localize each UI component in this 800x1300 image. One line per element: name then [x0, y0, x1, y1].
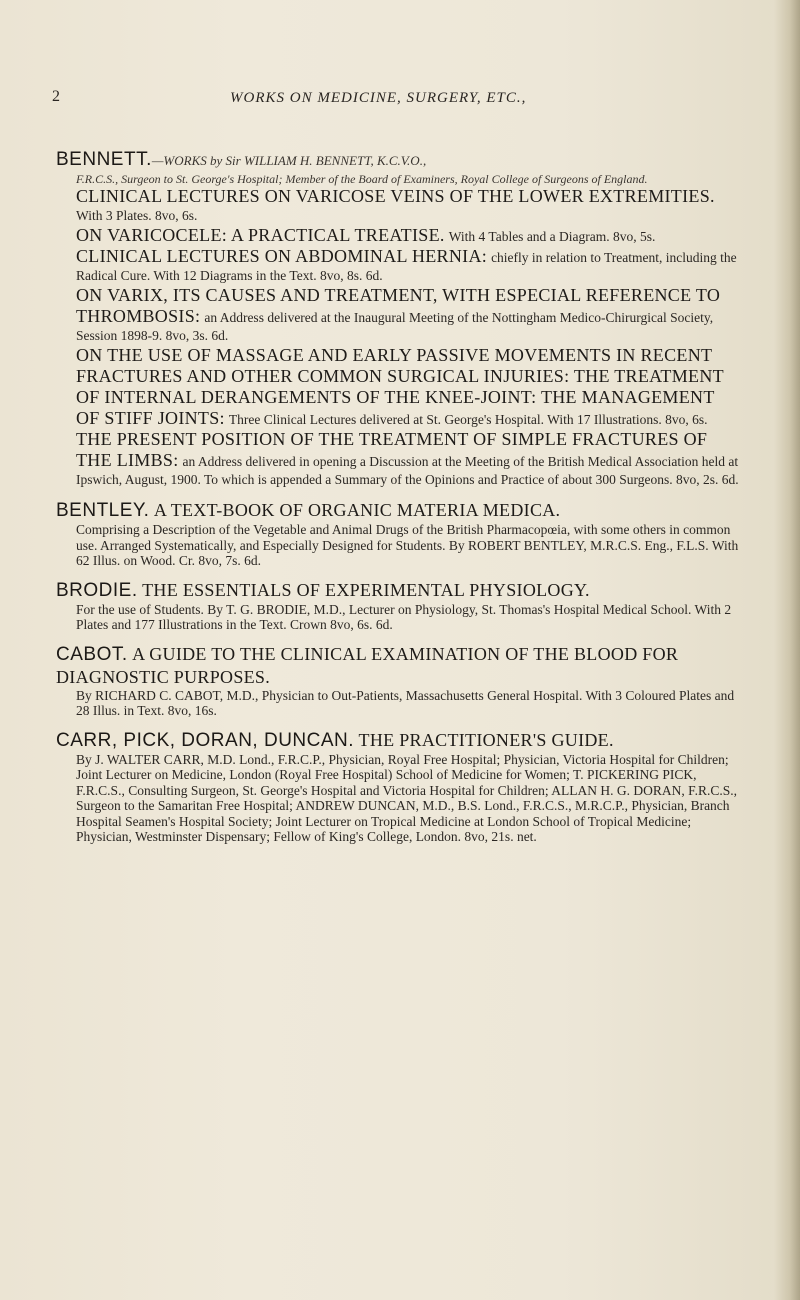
work-details: Three Clinical Lectures delivered at St. George's Hospital. With 17 Illustrations. 8vo, 6s.	[228, 412, 708, 427]
work-details: With 4 Tables and a Diagram. 8vo, 5s.	[448, 229, 656, 244]
work-title: A GUIDE TO THE CLINICAL EXAMINATION OF THE BLOOD FOR DIAGNOSTIC PURPOSES.	[56, 643, 679, 687]
work-item	[56, 186, 740, 225]
work-title: A TEXT-BOOK OF ORGANIC MATERIA MEDICA.	[153, 500, 561, 520]
brodie-heading	[56, 579, 740, 602]
bennett-heading	[56, 148, 740, 172]
running-title: WORKS ON MEDICINE, SURGERY, ETC.,	[230, 90, 527, 106]
entry-spacer	[56, 569, 740, 579]
work-item	[56, 345, 740, 429]
entry-spacer	[56, 489, 740, 499]
running-head	[0, 88, 800, 112]
carr-heading	[56, 729, 740, 752]
work-item	[56, 285, 740, 345]
entry-cabot	[56, 643, 740, 719]
work-description: Comprising a Description of the Vegetable and Animal Drugs of the British Pharmacopœia, with some others in common use. Arranged Systematically, and Especially Designed for Students. By ROBERT BENTLEY, M.R.C.S. Eng., F.L.S. With 62 Illus. on Wood. Cr. 8vo, 7s. 6d.	[76, 522, 739, 568]
work-item	[56, 429, 740, 489]
work-details: chiefly in relation to Treatment, including the Radical Cure. With 12 Diagrams in the Text. 8vo, 8s. 6d.	[76, 250, 737, 283]
work-description: For the use of Students. By T. G. BRODIE, M.D., Lecturer on Physiology, St. Thomas's Hospital Medical School. With 2 Plates and 177 Illustrations in the Text. Crown 8vo, 6s. 6d.	[76, 601, 732, 632]
work-details: With 3 Plates. 8vo, 6s.	[76, 208, 198, 223]
work-title: ON VARICOCELE: A PRACTICAL TREATISE.	[76, 225, 445, 245]
entry-carr-pick-doran-duncan	[56, 729, 740, 845]
author-name: BENTLEY.	[56, 500, 150, 521]
work-title: THE ESSENTIALS OF EXPERIMENTAL PHYSIOLOGY.	[142, 579, 590, 600]
entry-spacer	[56, 719, 740, 729]
entry-bennett	[56, 148, 740, 489]
work-title: ON VARIX, ITS CAUSES AND TREATMENT, WITH ESPECIAL REFERENCE TO THROMBOSIS:	[76, 285, 721, 326]
author-name: BENNETT.	[56, 149, 152, 170]
work-item	[56, 225, 740, 246]
work-title: ON THE USE OF MASSAGE AND EARLY PASSIVE MOVEMENTS IN RECENT FRACTURES AND OTHER COMMON SURGICAL INJURIES: THE TREATMENT OF INTERNAL DERANGEMENTS OF THE KNEE-JOINT: THE MANAGEMENT OF STIFF JOINTS:	[76, 345, 724, 428]
author-name: CABOT.	[56, 643, 128, 665]
work-details: an Address delivered in opening a Discussion at the Meeting of the British Medical Association held at Ipswich, August, 1900. To which is appended a Summary of the Opinions and Practice of about 300 Surgeons. 8vo, 2s. 6d.	[76, 454, 739, 487]
cabot-heading	[56, 643, 740, 688]
author-byline: —WORKS by Sir WILLIAM H. BENNETT, K.C.V.O.,	[151, 153, 427, 168]
work-title: THE PRACTITIONER'S GUIDE.	[358, 729, 614, 750]
author-name: CARR, PICK, DORAN, DUNCAN.	[56, 729, 355, 751]
work-description: By RICHARD C. CABOT, M.D., Physician to Out-Patients, Massachusetts General Hospital. With 3 Coloured Plates and 28 Illus. in Text. 8vo, 16s.	[76, 687, 735, 718]
work-title: CLINICAL LECTURES ON VARICOSE VEINS OF THE LOWER EXTREMITIES.	[76, 186, 715, 206]
entry-brodie	[56, 579, 740, 633]
page-edge-shadow	[774, 0, 800, 1300]
work-description: By J. WALTER CARR, M.D. Lond., F.R.C.P., Physician, Royal Free Hospital; Physician, Victoria Hospital for Children; Joint Lecturer on Medicine, London (Royal Free Hospital) School of Medicine for Women; T. PICKERING PICK, F.R.C.S., Consulting Surgeon, St. George's Hospital and Victoria Hospital for Children; ALLAN H. G. DORAN, F.R.C.S., Surgeon to the Samaritan Free Hospital; ANDREW DUNCAN, M.D., B.S. Lond., F.R.C.S., M.R.C.P., Physician, Branch Hospital Seamen's Hospital Society; Joint Lecturer on Tropical Medicine at London School of Tropical Medicine; Physician, Westminster Dispensary; Fellow of King's College, London. 8vo, 21s. net.	[76, 751, 737, 844]
work-title: CLINICAL LECTURES ON ABDOMINAL HERNIA:	[76, 246, 488, 266]
entry-spacer	[56, 633, 740, 643]
author-credentials: F.R.C.S., Surgeon to St. George's Hospital; Member of the Board of Examiners, Royal College of Surgeons of England.	[76, 172, 648, 186]
work-details: an Address delivered at the Inaugural Meeting of the Nottingham Medico-Chirurgical Society, Session 1898-9. 8vo, 3s. 6d.	[76, 310, 714, 343]
entry-bentley	[56, 499, 740, 569]
author-name: BRODIE.	[56, 579, 138, 601]
bentley-heading	[56, 499, 740, 522]
work-item	[56, 246, 740, 285]
work-title: THE PRESENT POSITION OF THE TREATMENT OF SIMPLE FRACTURES OF THE LIMBS:	[76, 429, 708, 470]
catalogue-content	[56, 148, 740, 845]
page-number: 2	[52, 88, 61, 105]
